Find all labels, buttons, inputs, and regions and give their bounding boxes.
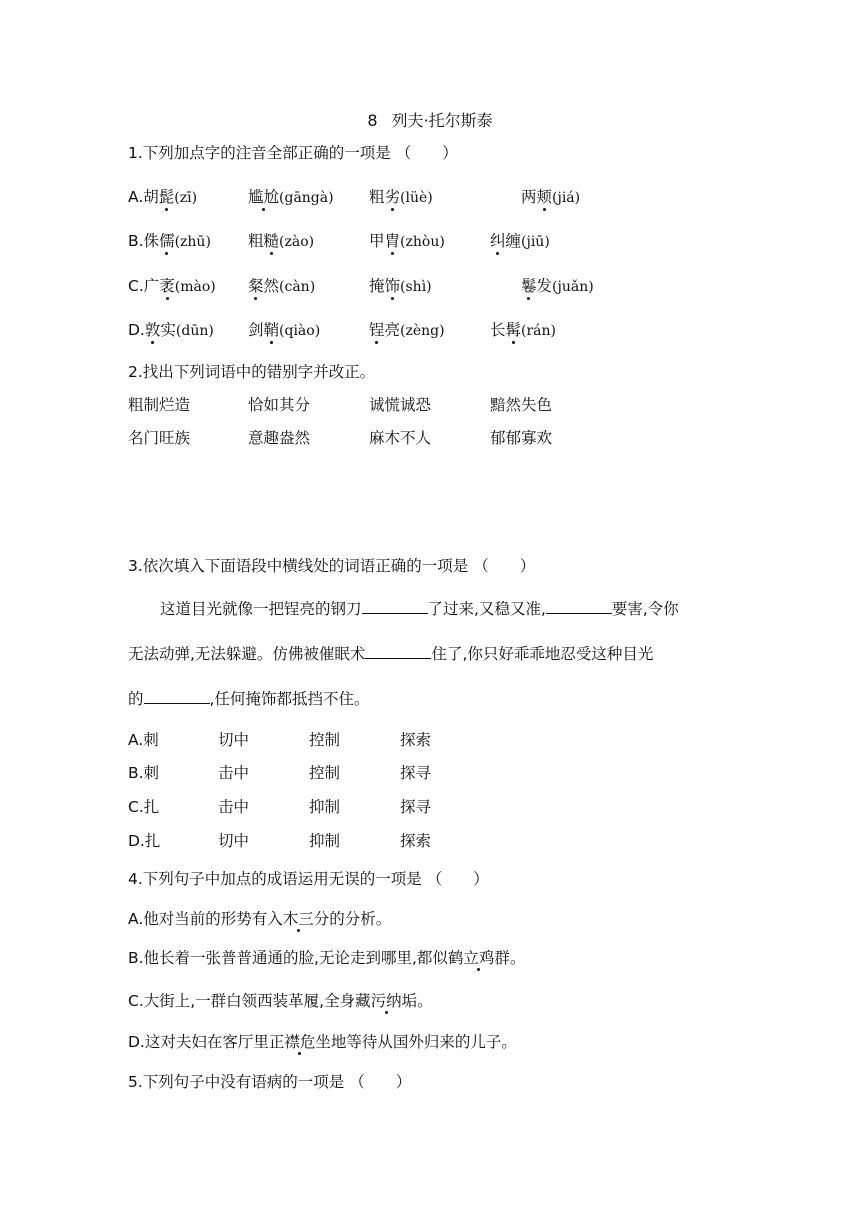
- q3-choice: D.扎: [128, 832, 161, 850]
- q3-choice: 切中: [218, 832, 250, 850]
- q4-option-a: [128, 909, 391, 929]
- q2-word: 粗制烂造: [128, 396, 191, 414]
- q3-choice: 抑制: [309, 832, 341, 850]
- q1-d-2: 剑鞘(qiào): [248, 321, 321, 339]
- q1-stem: 1.下列加点字的注音全部正确的一项是 （ ）: [128, 144, 458, 162]
- q3-passage-line-3: [128, 688, 738, 710]
- q2-word: 意趣盎然: [248, 429, 311, 447]
- q4-text: 的分析。: [329, 910, 392, 928]
- q1-a-3: 粗劣(lüè): [369, 188, 433, 206]
- q4-option-d: [128, 1032, 517, 1052]
- q1-a-1: A.胡髭(zī): [128, 188, 198, 206]
- q2-word: 麻木不人: [369, 429, 432, 447]
- q2-word: 黯然失色: [490, 396, 553, 414]
- q1-b-3: 甲胄(zhòu): [369, 232, 445, 250]
- q3-choice: 击中: [218, 798, 250, 816]
- q3-text: 的: [128, 690, 144, 708]
- q3-choice: C.扎: [128, 798, 160, 816]
- q1-c-4: 鬈发(juǎn): [521, 277, 594, 295]
- q4-stem: 4.下列句子中加点的成语运用无误的一项是 （ ）: [128, 870, 489, 888]
- q4-idiom: 藏污纳垢: [355, 992, 418, 1010]
- q4-text: C.大街上,一群白领西装革履,全身: [128, 992, 356, 1010]
- q2-word: 名门旺族: [128, 429, 191, 447]
- q3-blank-2: [546, 599, 612, 614]
- q1-c-1: C.广袤(mào): [128, 277, 216, 295]
- q3-choice: 抑制: [309, 798, 341, 816]
- q4-text: A.他对当前的形势有: [128, 910, 268, 928]
- q3-stem: 3.依次填入下面语段中横线处的词语正确的一项是 （ ）: [128, 557, 536, 575]
- q3-choice: 击中: [218, 764, 250, 782]
- q3-choice: B.刺: [128, 764, 160, 782]
- lesson-title: [0, 111, 860, 131]
- q3-blank-3: [365, 644, 431, 659]
- q3-choice: 探索: [400, 731, 432, 749]
- q3-blank-4: [144, 689, 210, 704]
- q3-text: ,任何掩饰都抵挡不住。: [209, 690, 370, 708]
- q3-choice: 探寻: [400, 764, 432, 782]
- q1-d-1: D.敦实(dūn): [128, 321, 214, 339]
- q4-text: D.这对夫妇在客厅里: [128, 1033, 269, 1051]
- q2-stem: 2.找出下列词语中的错别字并改正。: [128, 363, 376, 381]
- q3-choice: 控制: [309, 731, 341, 749]
- q1-b-2: 粗糙(zào): [248, 232, 315, 250]
- lesson-number: 8: [367, 111, 378, 130]
- q3-choice: 探索: [400, 832, 432, 850]
- q1-a-2: 尴尬(gāngà): [248, 188, 334, 206]
- lesson-title-text: 列夫·托尔斯泰: [391, 111, 493, 130]
- q4-text: 地等待从国外归来的儿子。: [330, 1033, 517, 1051]
- q4-text: B.他长着一张普普通通的脸,无论走到哪里,都似: [128, 949, 448, 967]
- q3-text: 要害,令你: [611, 600, 679, 618]
- q1-b-4: 纠缠(jiū): [490, 232, 550, 250]
- q3-text: 住了,你只好乖乖地忍受这种目光: [431, 645, 654, 663]
- q4-option-c: [128, 991, 433, 1011]
- q3-choice: 控制: [309, 764, 341, 782]
- q4-text: 。: [417, 992, 433, 1010]
- q1-a-4: 两颊(jiá): [521, 188, 581, 206]
- q5-stem: 5.下列句子中没有语病的一项是 （ ）: [128, 1073, 412, 1091]
- q2-word: 诚慌诚恐: [369, 396, 432, 414]
- q3-passage-line-1: [160, 598, 770, 620]
- q3-text: 无法动弹,无法躲避。仿佛被催眠术: [128, 645, 366, 663]
- q4-option-b: [128, 948, 525, 968]
- q3-text: 了过来,又稳又准,: [427, 600, 546, 618]
- q1-d-3: 锃亮(zèng): [369, 321, 445, 339]
- q1-c-3: 掩饰(shì): [369, 277, 432, 295]
- q2-word: 恰如其分: [248, 396, 311, 414]
- q3-choice: A.刺: [128, 731, 159, 749]
- q1-d-4: 长髯(rán): [490, 321, 557, 339]
- q1-b-1: B.侏儒(zhū): [128, 232, 211, 250]
- q4-text: 。: [509, 949, 526, 967]
- q3-passage-line-2: [128, 643, 738, 665]
- q4-idiom: 鹤立鸡群: [447, 949, 510, 967]
- q4-idiom: 正襟危坐: [268, 1033, 331, 1051]
- q3-choice: 探寻: [400, 798, 432, 816]
- q2-word: 郁郁寡欢: [490, 429, 553, 447]
- q1-c-2: 粲然(càn): [248, 277, 316, 295]
- q3-text: 这道目光就像一把锃亮的钢刀: [160, 600, 362, 618]
- q3-choice: 切中: [218, 731, 250, 749]
- q4-idiom: 入木三分: [267, 910, 330, 928]
- q3-blank-1: [362, 599, 428, 614]
